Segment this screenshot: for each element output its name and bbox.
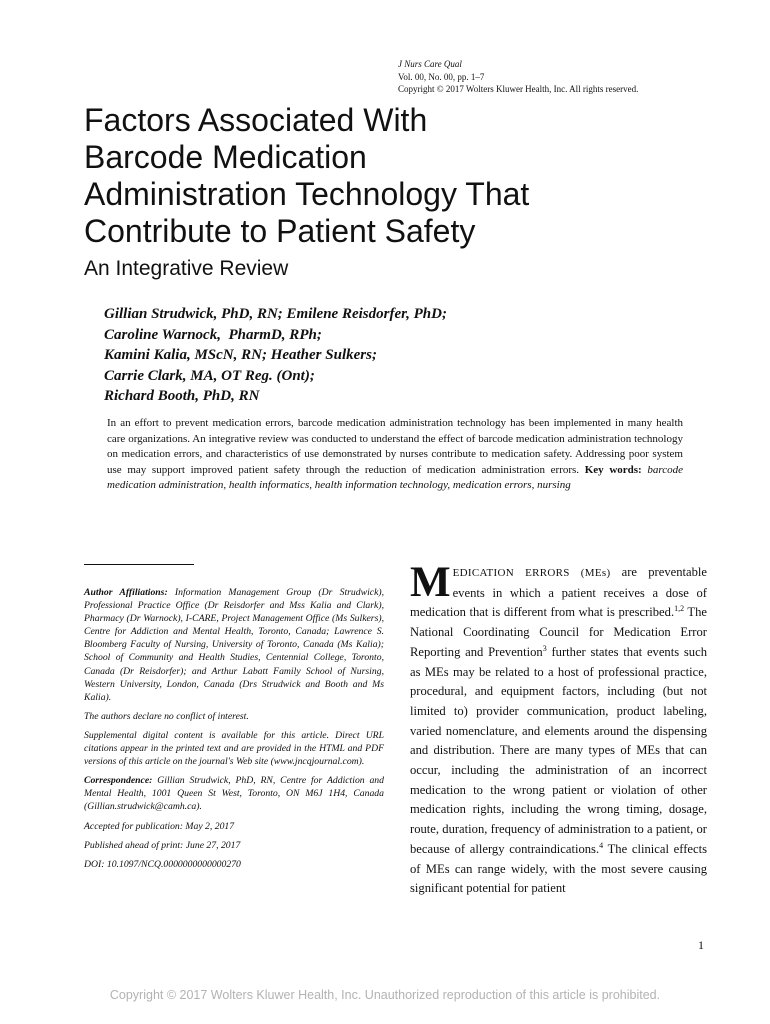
journal-copyright: Copyright © 2017 Wolters Kluwer Health, Inc. All rights reserved.: [398, 84, 639, 94]
footnote-divider: [84, 564, 194, 565]
correspondence-label: Correspondence:: [84, 775, 153, 787]
journal-info: [398, 58, 638, 96]
correspondence: [84, 774, 384, 813]
journal-volume: Vol. 00, No. 00, pp. 1–7: [398, 71, 485, 82]
author-line: Kamini Kalia, MScN, RN; Heather Sulkers;: [104, 347, 377, 363]
citation-ref: 3: [542, 643, 547, 653]
accepted-date: Accepted for publication: May 2, 2017: [84, 820, 235, 832]
supplemental-note: Supplemental digital content is available for this article. Direct URL citations appear in the printed text and are provided in the HTML and PDF versions of this article on the journal's Web site (www.jncqjournal.com).: [84, 729, 384, 768]
journal-name: J Nurs Care Qual: [398, 59, 462, 69]
title-line: Administration Technology That: [84, 176, 530, 212]
title-line: Barcode Medication: [84, 139, 367, 175]
author-line: Gillian Strudwick, PhD, RN; Emilene Reisdorfer, PhD;: [104, 306, 447, 322]
keywords: barcode medication administration, health informatics, health information technology, medication errors, nursing: [107, 463, 684, 492]
abstract: [107, 416, 683, 494]
conflict-statement: The authors declare no conflict of interest.: [84, 710, 249, 722]
doi: DOI: 10.1097/NCQ.0000000000000270: [84, 858, 241, 870]
article-subtitle: An Integrative Review: [84, 257, 289, 280]
abstract-text: In an effort to prevent medication errors, barcode medication administration technology has been implemented in many health care organizations. An integrative review was conducted to understand the effect of barcode medication administration technology on medication errors, and characteristics of use demonstrated by nurses contribute to medication safety. Addressing poor system use may support improved patient safety through the reduction of medication administration errors.: [107, 417, 683, 476]
citation-ref: 1,2: [674, 604, 685, 614]
page-number: 1: [698, 938, 704, 952]
published-ahead-date: Published ahead of print: June 27, 2017: [84, 839, 241, 851]
affiliations-label: Author Affiliations:: [84, 587, 168, 598]
citation-ref: 4: [599, 840, 604, 850]
drop-cap: M: [410, 559, 451, 606]
body-text: [410, 559, 707, 899]
author-affiliations: [84, 586, 384, 704]
body-text-segment: are preventable events in which a patient receives a dose of medication that is different from what is prescribed.: [410, 565, 707, 620]
article-title: [84, 102, 724, 250]
author-line: Carrie Clark, MA, OT Reg. (Ont);: [104, 367, 315, 384]
small-caps-lead: EDICATION ERRORS (MEs): [452, 567, 611, 579]
body-text-segment: The National Coordinating Council for Medication Error Reporting and Prevention: [410, 605, 707, 659]
affiliations-block: [84, 586, 384, 877]
author-list: [104, 304, 724, 407]
correspondence-text: Gillian Strudwick, PhD, RN, Centre for Addiction and Mental Health, 1001 Queen St West, Toronto, ON M6J 1H4, Canada (Gillian.strudwick@camh.ca).: [84, 775, 384, 813]
body-text-segment: further states that events such as MEs may be related to a host of professional practice, procedural, and equipment factors, including (but not limited to) provider communication, product labeling, varied nomenclature, and elements around the dispensing and distribution. There are many types of MEs that can occur, including the administration of an incorrect medication to the wrong patient or violation of other medication rights, including the wrong timing, dosage, route, duration, frequency of administration to a patient, or because of allergy contraindications.: [410, 644, 707, 856]
author-line: Richard Booth, PhD, RN: [104, 388, 260, 404]
copyright-footer: Copyright © 2017 Wolters Kluwer Health, Inc. Unauthorized reproduction of this article is prohibited.: [109, 988, 661, 1002]
title-line: Factors Associated With: [84, 102, 428, 138]
body-text-segment: The clinical effects of MEs can range widely, with the most severe causing significant potential for patient: [410, 841, 707, 896]
affiliations-text: Information Management Group (Dr Strudwick), Professional Practice Office (Dr Reisdorfer and Mss Kalia and Clark), Pharmacy (Dr Warnock), I-CARE, Project Management Office (Ms Sulkers), Centre for Addiction and Mental Health, Toronto, Canada; Lawrence S. Bloomberg Faculty of Nursing, University of Toronto, Canada (Ms Kalia); School of Community and Health Studies, Centennial College, Toronto, Canada (Dr Reisdorfer); and Arthur Labatt Family School of Nursing, Western University, London, Canada (Drs Strudwick and Booth and Ms Kalia).: [84, 587, 385, 703]
author-line: Caroline Warnock, PharmD, RPh;: [104, 326, 322, 343]
title-line: Contribute to Patient Safety: [84, 213, 476, 249]
keywords-label: Key words:: [584, 463, 642, 476]
